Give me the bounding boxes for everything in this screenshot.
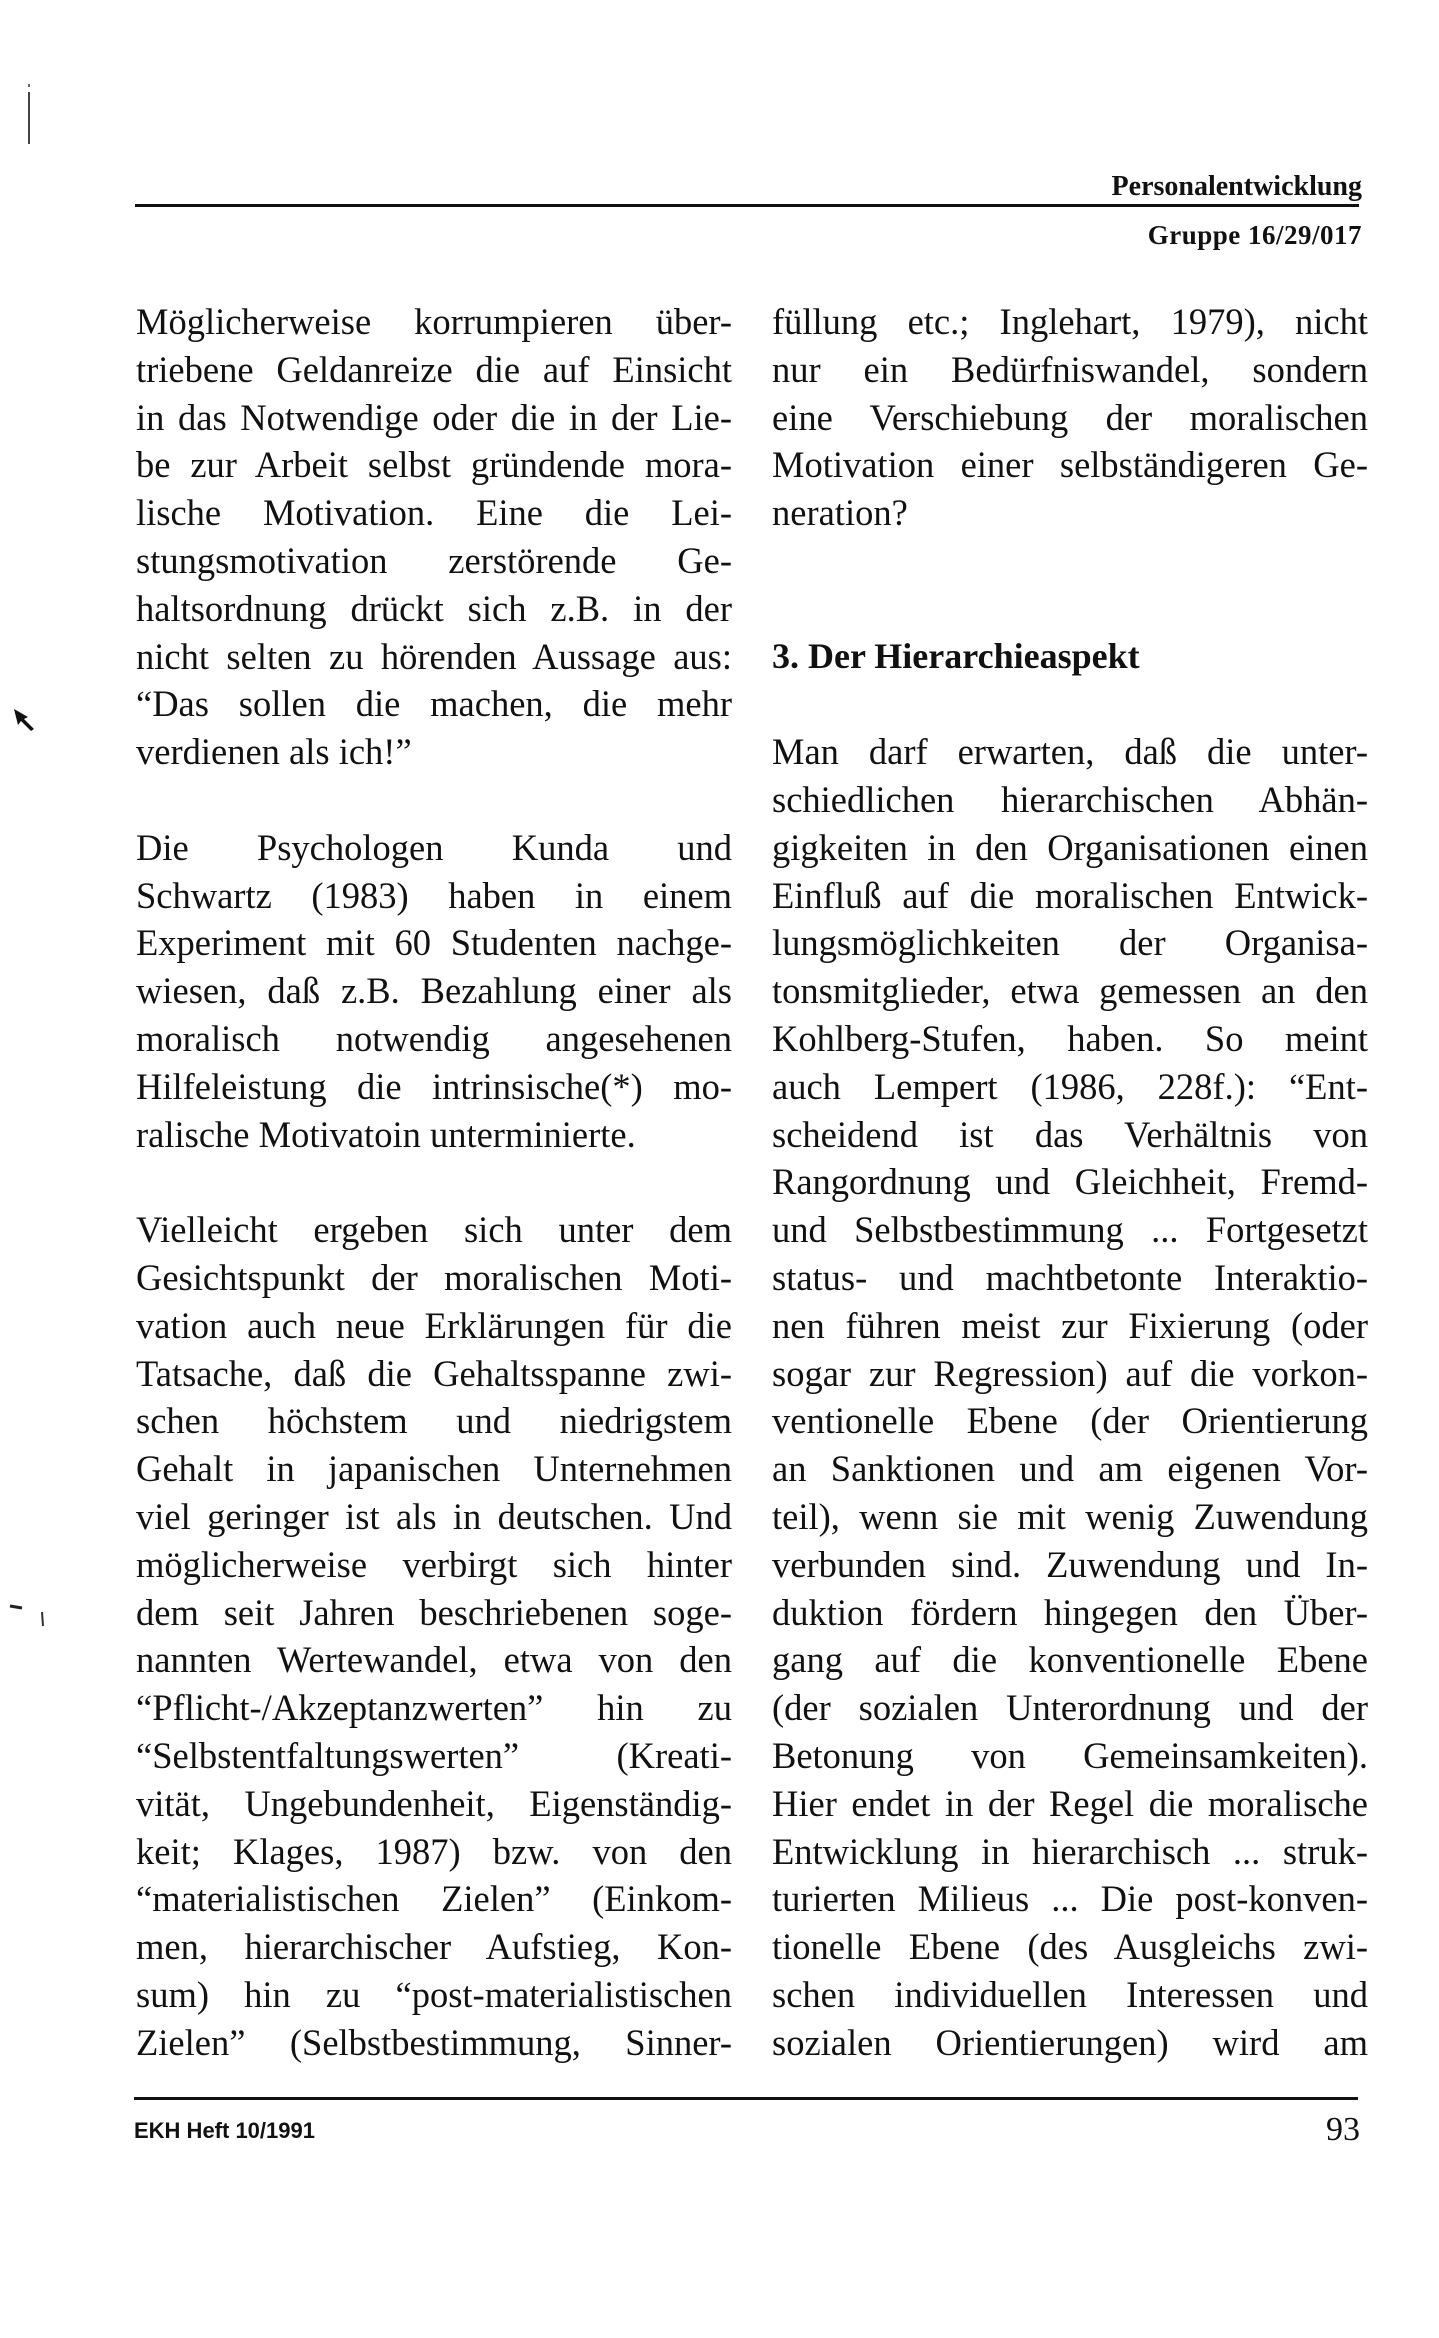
- text-line: füllung etc.; Inglehart, 1979), nicht: [772, 301, 1368, 342]
- text-line: Möglicherweise korrumpieren über-: [136, 301, 732, 342]
- right-column: [772, 298, 1368, 2066]
- text-line: lische Motivation. Eine die Lei-: [136, 492, 732, 534]
- text-line: eine Verschiebung der moralischen: [772, 396, 1368, 438]
- text-line: “materialistischen Zielen” (Einkom-: [136, 1878, 732, 1920]
- text-line: scheidend ist das Verhältnis von: [772, 1113, 1368, 1155]
- footer-journal: EKH Heft 10/1991: [134, 2118, 315, 2143]
- text-line: Die Psychologen Kunda und: [136, 826, 732, 868]
- text-line: an Sanktionen und am eigenen Vor-: [772, 1448, 1368, 1490]
- text-line: “Das sollen die machen, die mehr: [136, 683, 732, 725]
- text-line: Einfluß auf die moralischen Entwick-: [772, 874, 1368, 916]
- text-line: sogar zur Regression) auf die vorkon-: [772, 1352, 1368, 1394]
- paragraph-gap: [772, 537, 1368, 585]
- left-column: [136, 298, 732, 2066]
- text-line: vation auch neue Erklärungen für die: [136, 1304, 732, 1346]
- paragraph-right-1: [772, 298, 1368, 537]
- text-line: schen höchstem und niedrigstem: [136, 1400, 732, 1442]
- margin-mark: [28, 92, 30, 144]
- text-line: Vielleicht ergeben sich unter dem: [136, 1209, 732, 1251]
- text-line: triebene Geldanreize die auf Einsicht: [136, 348, 732, 390]
- text-line: Man darf erwarten, daß die unter-: [772, 731, 1368, 773]
- text-line: Experiment mit 60 Studenten nachge-: [136, 922, 732, 964]
- text-line: viel geringer ist als in deutschen. Und: [136, 1495, 732, 1537]
- text-line: sum) hin zu “post-materialistischen: [136, 1973, 732, 2015]
- text-line: be zur Arbeit selbst gründende mora-: [136, 444, 732, 486]
- paragraph-left-1: [136, 298, 732, 776]
- text-line: möglicherweise verbirgt sich hinter: [136, 1543, 732, 1585]
- text-line: Gehalt in japanischen Unternehmen: [136, 1448, 732, 1490]
- text-line: Motivation einer selbständigeren Ge-: [772, 444, 1368, 486]
- margin-tick-icon: [6, 1598, 50, 1628]
- paragraph-left-3: [136, 1206, 732, 2066]
- running-header-group: Gruppe 16/29/017: [1147, 220, 1362, 250]
- text-line: moralisch notwendig angesehenen: [136, 1017, 732, 1059]
- paragraph-right-2: [772, 728, 1368, 2066]
- text-line: schen individuellen Interessen und: [772, 1973, 1368, 2015]
- text-line: haltsordnung drückt sich z.B. in der: [136, 587, 732, 629]
- margin-dot: [28, 84, 30, 87]
- text-line: dem seit Jahren beschriebenen soge-: [136, 1591, 732, 1633]
- text-line: nannten Wertewandel, etwa von den: [136, 1639, 732, 1681]
- text-line: Tatsache, daß die Gehaltsspanne zwi-: [136, 1352, 732, 1394]
- text-line: keit; Klages, 1987) bzw. von den: [136, 1830, 732, 1872]
- text-line: auch Lempert (1986, 228f.): “Ent-: [772, 1065, 1368, 1107]
- text-line: in das Notwendige oder die in der Lie-: [136, 396, 732, 438]
- text-line: schiedlichen hierarchischen Abhän-: [772, 778, 1368, 820]
- text-line: Entwicklung in hierarchisch ... struk-: [772, 1830, 1368, 1872]
- text-line: stungsmotivation zerstörende Ge-: [136, 539, 732, 581]
- text-line: Kohlberg-Stufen, haben. So meint: [772, 1017, 1368, 1059]
- text-line: gigkeiten in den Organisationen einen: [772, 826, 1368, 868]
- text-line: sozialen Orientierungen) wird am: [772, 2021, 1368, 2063]
- page-number: 93: [1326, 2111, 1360, 2148]
- text-line: nur ein Bedürfniswandel, sondern: [772, 348, 1368, 390]
- text-line: nen führen meist zur Fixierung (oder: [772, 1304, 1368, 1346]
- text-line: tonsmitglieder, etwa gemessen an den: [772, 970, 1368, 1012]
- text-line: Hier endet in der Regel die moralische: [772, 1782, 1368, 1824]
- text-line: und Selbstbestimmung ... Fortgesetzt: [772, 1209, 1368, 1251]
- paragraph-gap: [772, 680, 1368, 728]
- paragraph-gap: [136, 776, 732, 824]
- text-line: Betonung von Gemeinsamkeiten).: [772, 1734, 1368, 1776]
- text-line: vität, Ungebundenheit, Eigenständig-: [136, 1782, 732, 1824]
- text-line: nicht selten zu hörenden Aussage aus:: [136, 635, 732, 677]
- text-line: Zielen” (Selbstbestimmung, Sinner-: [136, 2021, 732, 2063]
- text-line: status- und machtbetonte Interaktio-: [772, 1256, 1368, 1298]
- text-line: teil), wenn sie mit wenig Zuwendung: [772, 1495, 1368, 1537]
- text-line: duktion fördern hingegen den Über-: [772, 1591, 1368, 1633]
- paragraph-left-2: [136, 824, 732, 1159]
- text-line: wiesen, daß z.B. Bezahlung einer als: [136, 970, 732, 1012]
- header-rule: [135, 204, 1359, 207]
- text-line: neration?: [772, 492, 908, 534]
- text-line: “Pflicht-/Akzeptanzwerten” hin zu: [136, 1687, 732, 1729]
- text-line: lungsmöglichkeiten der Organisa-: [772, 922, 1368, 964]
- paragraph-gap: [136, 1158, 732, 1206]
- text-line: men, hierarchischer Aufstieg, Kon-: [136, 1926, 732, 1968]
- section-heading: 3. Der Hierarchieaspekt: [772, 635, 1140, 676]
- text-line: Rangordnung und Gleichheit, Fremd-: [772, 1161, 1368, 1203]
- text-line: (der sozialen Unterordnung und der: [772, 1687, 1368, 1729]
- text-line: gang auf die konventionelle Ebene: [772, 1639, 1368, 1681]
- text-line: verbunden sind. Zuwendung und In-: [772, 1543, 1368, 1585]
- text-line: Schwartz (1983) haben in einem: [136, 874, 732, 916]
- text-line: “Selbstentfaltungswerten” (Kreati-: [136, 1734, 732, 1776]
- text-line: Gesichtspunkt der moralischen Moti-: [136, 1256, 732, 1298]
- footer-rule: [134, 2097, 1358, 2100]
- text-line: turierten Milieus ... Die post-konven-: [772, 1878, 1368, 1920]
- paragraph-gap: [772, 585, 1368, 633]
- margin-arrow-icon: [12, 705, 40, 733]
- text-line: ventionelle Ebene (der Orientierung: [772, 1400, 1368, 1442]
- text-line: ralische Motivatoin unterminierte.: [136, 1113, 636, 1155]
- text-line: tionelle Ebene (des Ausgleichs zwi-: [772, 1926, 1368, 1968]
- text-line: Hilfeleistung die intrinsische(*) mo-: [136, 1065, 732, 1107]
- running-header-title: Personalentwicklung: [1111, 171, 1362, 202]
- text-line: verdienen als ich!”: [136, 731, 412, 773]
